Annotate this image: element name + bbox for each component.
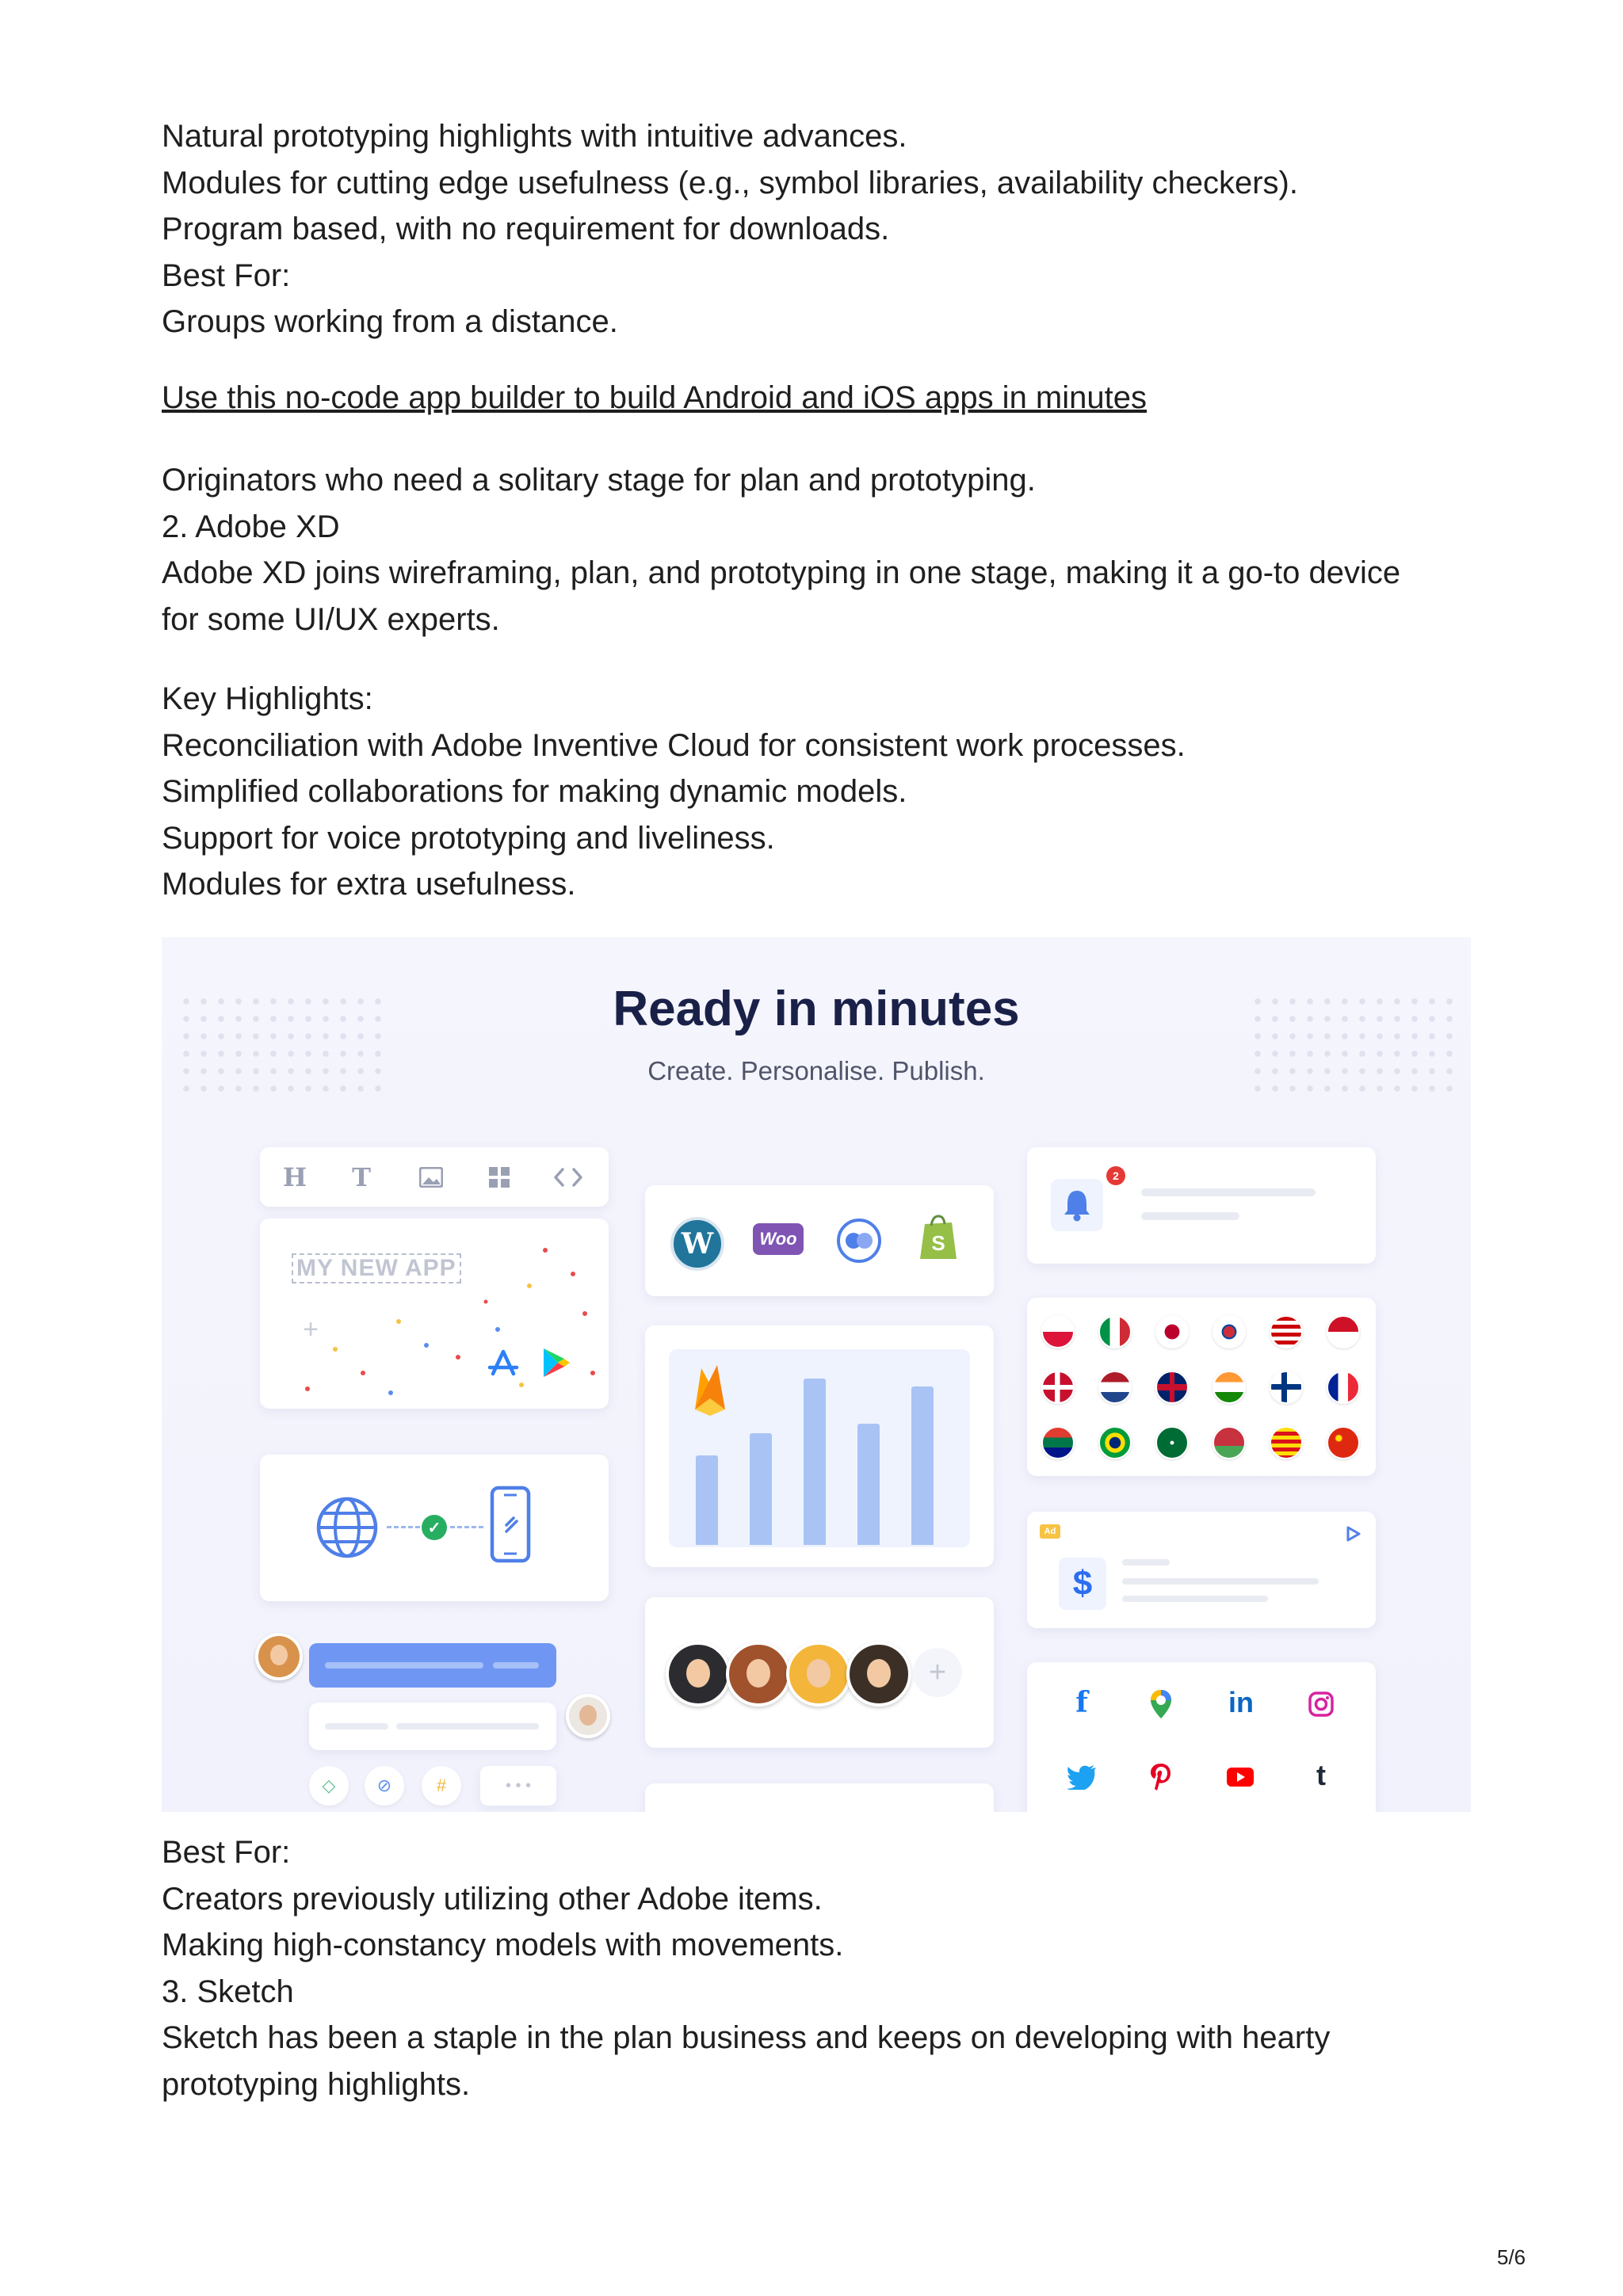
text-line: Reconciliation with Adobe Inventive Cloud for consistent work processes. [162, 727, 1186, 763]
plus-icon[interactable]: + [303, 1314, 319, 1344]
flag-uk-icon[interactable] [1155, 1371, 1189, 1404]
avatar [846, 1642, 911, 1707]
paragraph-adobe-xd [162, 457, 1477, 643]
section-heading: 3. Sketch [162, 1974, 294, 2009]
tumblr-icon[interactable]: t [1316, 1759, 1326, 1791]
connector-line [387, 1526, 420, 1528]
flag-china-icon[interactable] [1327, 1426, 1360, 1459]
editor-toolbar-card [260, 1147, 609, 1207]
partial-card [645, 1783, 994, 1812]
flag-france-icon[interactable] [1327, 1371, 1360, 1404]
attachment-icon[interactable]: ⊘ [365, 1766, 404, 1806]
ad-badge: Ad [1040, 1524, 1060, 1539]
text-line: Sketch has been a staple in the plan business and keeps on developing with hearty [162, 2020, 1331, 2055]
pinterest-icon[interactable] [1141, 1756, 1181, 1795]
text-line: Best For: [162, 1835, 291, 1870]
bell-icon [1051, 1179, 1103, 1231]
text-line: Modules for extra usefulness. [162, 867, 576, 902]
chart-bar [857, 1424, 880, 1545]
avatar [666, 1642, 731, 1707]
code-icon[interactable] [548, 1160, 588, 1195]
integrations-card [645, 1185, 994, 1296]
twitter-icon[interactable] [1062, 1756, 1102, 1795]
text-line: Making high-constancy models with movements. [162, 1928, 844, 1962]
section-heading: 2. Adobe XD [162, 509, 340, 544]
paragraph-best-for [162, 1829, 1477, 2107]
paragraph-features [162, 113, 1477, 345]
text-icon[interactable]: T [352, 1162, 371, 1192]
text-line: for some UI/UX experts. [162, 601, 500, 637]
paragraph-key-highlights [162, 676, 1477, 908]
chart-bar [696, 1455, 718, 1545]
chat-bubble [309, 1643, 556, 1688]
ad-card [1027, 1512, 1376, 1628]
flag-italy-icon[interactable] [1098, 1315, 1132, 1348]
add-member-icon[interactable]: + [913, 1648, 962, 1697]
text-line: Program based, with no requirement for downloads. [162, 212, 890, 246]
youtube-icon[interactable] [1220, 1756, 1260, 1795]
social-card [1027, 1662, 1376, 1812]
flag-brazil-icon[interactable] [1098, 1426, 1132, 1459]
page-number: 5/6 [1497, 2245, 1526, 2269]
tag-icon[interactable]: ◇ [309, 1766, 349, 1806]
avatar [786, 1642, 851, 1707]
notification-badge: 2 [1106, 1166, 1125, 1185]
text-line: prototyping highlights. [162, 2066, 471, 2102]
instagram-icon[interactable] [1301, 1683, 1341, 1722]
flag-netherlands-icon[interactable] [1098, 1371, 1132, 1404]
chart-bar [750, 1433, 772, 1545]
flag-belarus-icon[interactable] [1212, 1426, 1246, 1459]
flag-indonesia-icon[interactable] [1327, 1315, 1360, 1348]
flag-finland-icon[interactable] [1270, 1371, 1303, 1404]
hero-title: Ready in minutes [613, 982, 1020, 1036]
check-icon: ✓ [422, 1515, 447, 1540]
avatar [726, 1642, 791, 1707]
flag-catalonia-icon[interactable] [1270, 1426, 1303, 1459]
woo-icon: Woo [753, 1223, 804, 1255]
flag-south-africa-icon[interactable] [1041, 1426, 1075, 1459]
text-line: Support for voice prototyping and liveliness. [162, 820, 775, 856]
domain-connect-card [260, 1455, 609, 1601]
facebook-icon[interactable]: f [1075, 1686, 1088, 1719]
app-builder-link[interactable]: Use this no-code app builder to build Android and iOS apps in minutes [162, 380, 1147, 415]
chart-bar [911, 1386, 934, 1545]
image-icon[interactable] [414, 1160, 449, 1195]
avatar [255, 1633, 303, 1680]
meet-icon [835, 1217, 883, 1264]
app-title-placeholder[interactable]: MY NEW APP [292, 1253, 461, 1283]
phone-icon [488, 1485, 533, 1564]
app-store-icon [483, 1344, 523, 1383]
flag-japan-icon[interactable] [1155, 1315, 1189, 1348]
app-preview-card [260, 1219, 609, 1409]
avatar [566, 1694, 610, 1738]
flag-india-icon[interactable] [1212, 1371, 1246, 1404]
hero-illustration [162, 937, 1471, 1812]
linkedin-icon[interactable]: in [1228, 1686, 1254, 1718]
text-line: Groups working from a distance. [162, 304, 618, 339]
flag-malaysia-icon[interactable] [1270, 1315, 1303, 1348]
shopify-icon [918, 1214, 959, 1263]
hero-subtitle: Create. Personalise. Publish. [647, 1056, 985, 1085]
firebase-icon [689, 1362, 731, 1417]
wordpress-icon: W [670, 1217, 724, 1271]
chart-bar [804, 1379, 826, 1545]
dollar-icon: $ [1059, 1558, 1106, 1610]
maps-icon[interactable] [1141, 1683, 1181, 1722]
heading-icon[interactable]: H [282, 1162, 307, 1192]
play-store-icon [539, 1345, 574, 1380]
text-line: Originators who need a solitary stage for plan and prototyping. [162, 463, 1036, 498]
text-line: Best For: [162, 257, 291, 293]
globe-icon [314, 1494, 380, 1561]
text-line: Modules for cutting edge usefulness (e.g., symbol libraries, availability checkers). [162, 165, 1298, 200]
more-icon[interactable]: • • • [480, 1766, 556, 1806]
text-line: Simplified collaborations for making dynamic models. [162, 774, 907, 809]
hashtag-icon[interactable]: # [422, 1766, 461, 1806]
flag-denmark-icon[interactable] [1041, 1371, 1075, 1404]
text-line: Natural prototyping highlights with intuitive advances. [162, 119, 907, 154]
adchoices-icon[interactable] [1344, 1524, 1363, 1543]
analytics-card [645, 1325, 994, 1567]
connector-line [450, 1526, 483, 1528]
svg-text:S: S [931, 1231, 945, 1255]
flag-poland-icon[interactable] [1041, 1315, 1075, 1348]
grid-icon[interactable] [482, 1160, 517, 1195]
notification-card [1027, 1147, 1376, 1264]
flag-saudi-arabia-icon[interactable] [1155, 1426, 1189, 1459]
language-flags-card [1027, 1298, 1376, 1476]
team-card [645, 1597, 994, 1748]
text-line: Creators previously utilizing other Adobe items. [162, 1881, 823, 1917]
flag-south-korea-icon[interactable] [1212, 1315, 1246, 1348]
chat-reply [309, 1703, 556, 1750]
text-line: Adobe XD joins wireframing, plan, and prototyping in one stage, making it a go-to device [162, 555, 1401, 590]
text-line: Key Highlights: [162, 681, 373, 716]
